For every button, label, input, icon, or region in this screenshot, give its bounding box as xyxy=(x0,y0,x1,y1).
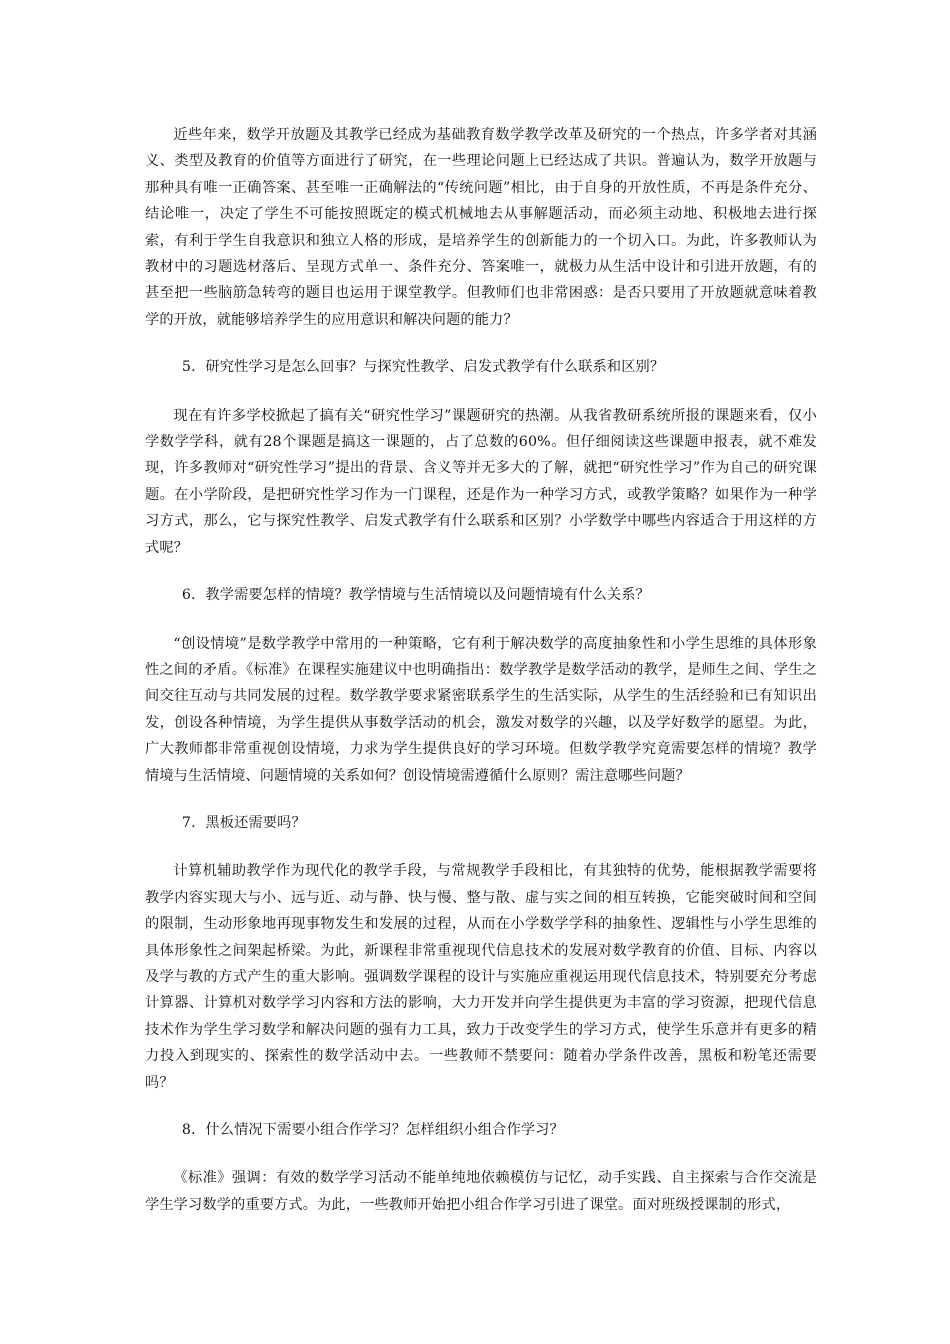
spacer xyxy=(145,381,817,403)
spacer xyxy=(145,609,817,631)
spacer xyxy=(145,1096,817,1117)
spacer xyxy=(145,1143,817,1165)
heading-question-6: 6．教学需要怎样的情境？教学情境与生活情境以及问题情境有什么关系？ xyxy=(181,587,650,604)
document-body xyxy=(145,122,817,1218)
paragraph-open-problems: 近些年来，数学开放题及其教学已经成为基础教育数学教学改革及研究的一个热点，许多学者对其涵义、类型及教育的价值等方面进行了研究，在一些理论问题上已经达成了共识。普遍认为，数学开放题与那种具有唯一正确答案、甚至唯一正确解法的“传统问题”相比，由于自身的开放性质，不再是条件充分、结论唯一，决定了学生不可能按照既定的模式机械地去从事解题活动，而必须主动地、积极地去进行探索，有利于学生自我意识和独立人格的形成，是培养学生的创新能力的一个切入口。为此，许多教师认为教材中的习题选材落后、呈现方式单一、条件充分、答案唯一，就极力从生活中设计和引进开放题，有的甚至把一些脑筋急转弯的题目也运用于课堂教学。但教师们也非常困惑：是否只要用了开放题就意味着教学的开放，就能够培养学生的应用意识和解决问题的能力？ xyxy=(145,127,817,328)
paragraph-group-learning: 《标准》强调：有效的数学学习活动不能单纯地依赖模仿与记忆，动手实践、自主探索与合作交流是学生学习数学的重要方式。为此，一些教师开始把小组合作学习引进了课堂。面对班级授课制的形式， xyxy=(145,1170,817,1213)
heading-question-8: 8．什么情况下需要小组合作学习？怎样组织小组合作学习？ xyxy=(181,1122,564,1138)
paragraph-blackboard: 计算机辅助教学作为现代化的教学手段，与常规教学手段相比，有其独特的优势，能根据教学需要将教学内容实现大与小、远与近、动与静、快与慢、整与散、虚与实之间的相互转换，它能突破时间和空间的限制，生动形象地再现事物发生和发展的过程，从而在小学数学学科的抽象性、逻辑性与小学生思维的具体形象性之间架起桥梁。为此，新课程非常重视现代信息技术的发展对数学教育的价值、目标、内容以及学与教的方式产生的重大影响。强调数学课程的设计与实施应重视运用现代信息技术，特别要充分考虑计算器、计算机对数学学习内容和方法的影响，大力开发并向学生提供更为丰富的学习资源，把现代信息技术作为学生学习数学和解决问题的强有力工具，致力于改变学生的学习方式，使学生乐意并有更多的精力投入到现实的、探索性的数学活动中去。一些教师不禁要问：随着办学条件改善，黑板和粉笔还需要吗？ xyxy=(145,863,817,1091)
spacer xyxy=(145,561,817,582)
paragraph-teaching-context: “创设情境”是数学教学中常用的一种策略，它有利于解决数学的高度抽象性和小学生思维的具体形象性之间的矛盾。《标准》在课程实施建议中也明确指出：数学教学是数学活动的教学，是师生之间、学生之间交往互动与共同发展的过程。数学教学要求紧密联系学生的生活实际，从学生的生活经验和已有知识出发，创设各种情境，为学生提供从事数学活动的机会，激发对数学的兴趣，以及学好数学的愿望。为此，广大教师都非常重视创设情境，力求为学生提供良好的学习环境。但数学教学究竟需要怎样的情境？教学情境与生活情境、问题情境的关系如何？创设情境需遵循什么原则？需注意哪些问题？ xyxy=(145,635,817,784)
spacer xyxy=(145,333,817,354)
spacer xyxy=(145,789,817,810)
paragraph-research-learning: 现在有许多学校掀起了搞有关“研究性学习”课题研究的热潮。从我省教研系统所报的课题来看，仅小学数学学科，就有28个课题是搞这一课题的，占了总数的60%。但仔细阅读这些课题申报表，就不难发现，许多教师对“研究性学习”提出的背景、含义等并无多大的了解，就把“研究性学习”作为自己的研究课题。在小学阶段，是把研究性学习作为一门课程，还是作为一种学习方式，或教学策略？如果作为一种学习方式，那么，它与探究性教学、启发式教学有什么联系和区别？小学数学中哪些内容适合于用这样的方式呢？ xyxy=(145,407,817,556)
spacer xyxy=(145,836,817,858)
heading-question-5: 5．研究性学习是怎么回事？与探究性教学、启发式教学有什么联系和区别？ xyxy=(181,359,665,376)
heading-question-7: 7．黑板还需要吗？ xyxy=(181,814,306,831)
